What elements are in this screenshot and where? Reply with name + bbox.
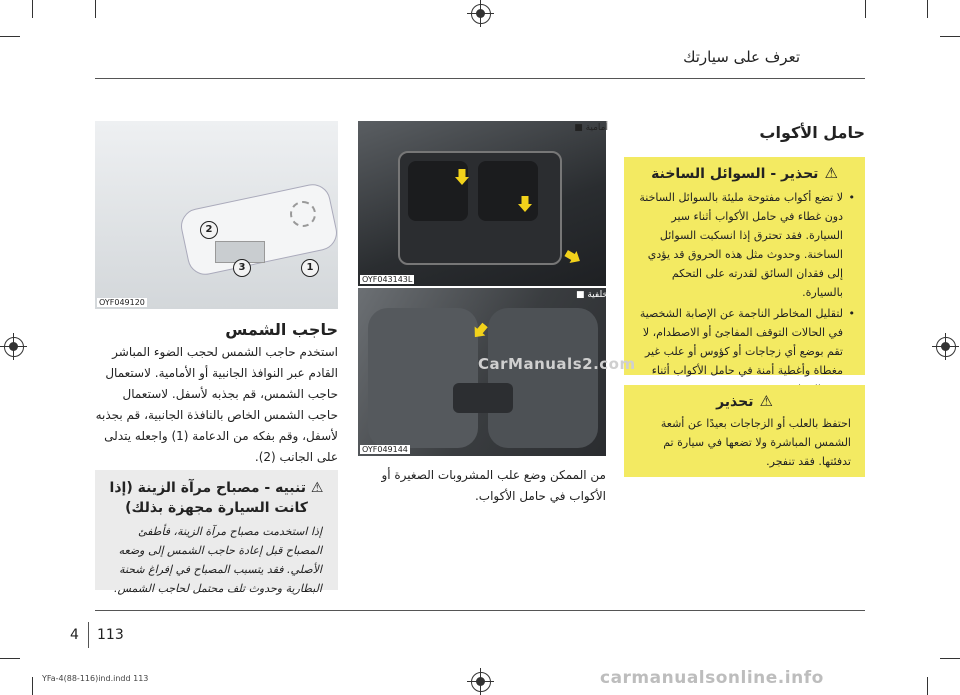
notice-title: تنبيه - مصباح مرآة الزينة (إذا كانت السيارة مجهزة بذلك): [109, 480, 308, 516]
page-number: 113: [97, 627, 124, 643]
sunvisor-section-title: حاجب الشمس: [225, 320, 338, 339]
photo-tag-front: أمامية ■: [574, 123, 608, 133]
photo-code: OYF049144: [362, 445, 408, 454]
registration-mark-icon: [4, 337, 24, 357]
chapter-number: 4: [70, 627, 79, 643]
watermark-bottom: carmanualsonline.info: [600, 668, 824, 688]
warning-triangle-icon: ⚠: [759, 392, 773, 410]
cans-warning-box: [624, 385, 865, 477]
sunvisor-photo: [95, 121, 338, 309]
warning-bullet: • لتقليل المخاطر الناجمة عن الإصابة الشخصية في الحالات التوقف المفاجئ أو الاصطدام، لا تقم بوضع أي زجاجات أو كؤوس أو علب غير مغطاة وأغطية أمنة في حامل الأكواب أثناء: [636, 304, 843, 399]
warning-heading: [624, 157, 865, 182]
cup-holder-section-title: حامل الأكواب: [759, 123, 865, 142]
footer-divider: [95, 610, 865, 611]
warning-heading: [624, 385, 865, 410]
crop-mark: [940, 658, 960, 659]
callout-1: 1: [301, 259, 319, 277]
crop-mark: [32, 0, 33, 18]
crop-mark: [95, 0, 96, 18]
warning-title: تحذير - السوائل الساخنة: [651, 166, 819, 182]
crop-mark: [32, 677, 33, 695]
photo-code: OYF049120: [99, 298, 145, 307]
sunvisor-body-text: استخدم حاجب الشمس لحجب الضوء المباشر القادم عبر النوافذ الجانبية أو الأمامية. لاستعمال حاجب الشمس، قم بجذبه لأسفل. لاستعمال حاجب الشمس الخاص بالنافذة الجانبية، قم بجذبه لأسفل، وقم بفكه من الدعامة (1) واجعله يتدلى على الجانب (2).: [95, 345, 338, 464]
crop-mark: [940, 36, 960, 37]
warning-title: تحذير: [716, 394, 754, 410]
front-cup-holder-photo: [358, 121, 606, 286]
header-divider: [95, 78, 865, 79]
vanity-mirror-notice-box: [95, 470, 338, 595]
crop-mark: [0, 658, 20, 659]
photo-tag-rear: خلفية ■: [575, 290, 608, 300]
registration-mark-icon: [936, 337, 956, 357]
warning-triangle-icon: ⚠: [824, 164, 838, 182]
warning-bullets: [624, 188, 865, 399]
crop-mark: [865, 0, 866, 18]
notice-text: إذا استخدمت مصباح مرآة الزينة، فأطفئ المصباح قبل إعادة حاجب الشمس إلى وضعه الأصلي. فقد يتسبب المصباح في إفراغ شحنة البطارية وحدوث تلف محتمل لحاجب الشمس.: [113, 525, 322, 595]
cup-holder-body-text: من الممكن وضع علب المشروبات الصغيرة أو الأكواب في حامل الأكواب.: [381, 468, 606, 503]
registration-mark-icon: [471, 672, 491, 692]
page-header-title: تعرف على سيارتك: [683, 48, 800, 66]
callout-2: 2: [200, 221, 218, 239]
file-info: YFa-4(88-116)ind.indd 113: [42, 674, 149, 683]
hot-liquids-warning-box: [624, 157, 865, 375]
crop-mark: [927, 0, 928, 18]
warning-triangle-icon: ⚠: [310, 480, 324, 496]
callout-3: 3: [233, 259, 251, 277]
warning-text: احتفظ بالعلب أو الزجاجات بعيدًا عن أشعة الشمس المباشرة ولا تضعها في سيارة تم تدفئتها. فقد تنفجر.: [660, 417, 851, 468]
watermark: CarManuals2.com: [478, 355, 636, 373]
page-number-divider: [88, 622, 89, 648]
photo-code: OYF043143L: [362, 275, 413, 284]
warning-bullet: • لا تضع أكواب مفتوحة مليئة بالسوائل الساخنة دون غطاء في حامل الأكواب أثناء سير السيارة. فقد تحترق إذا انسكبت السوائل الساخنة. وحدوث مثل هذه الحروق قد يؤدي إلى فقدان السائق لقدرته على التحكم بالسيارة.: [636, 188, 843, 302]
crop-mark: [0, 36, 20, 37]
registration-mark-icon: [471, 4, 491, 24]
crop-mark: [927, 677, 928, 695]
notice-heading: [95, 470, 338, 518]
